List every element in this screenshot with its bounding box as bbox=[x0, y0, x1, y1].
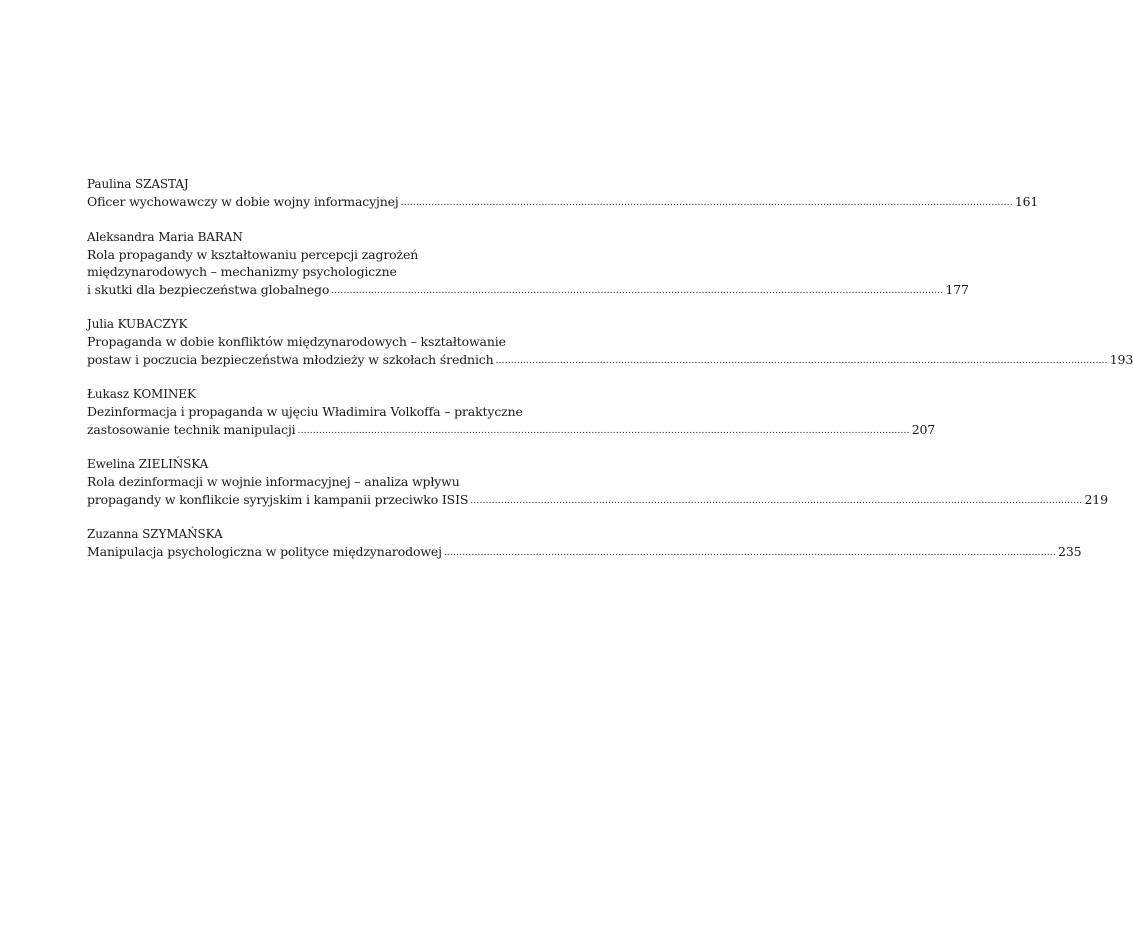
entry-title-last-line bbox=[87, 543, 1082, 564]
entry-title-text: zastosowanie technik manipulacji bbox=[87, 421, 296, 437]
entry-author: Aleksandra Maria BARAN bbox=[87, 229, 243, 244]
dot-leader: ........................................................................................................................................................................................................ bbox=[470, 495, 1083, 506]
dot-leader: ........................................................................................................................................................................................................ bbox=[297, 425, 910, 436]
entry-page-number: 235 bbox=[1058, 544, 1082, 559]
entry-title-text: propagandy w konflikcie syryjskim i kampanii przeciwko ISIS bbox=[87, 491, 469, 507]
entry-title-text: postaw i poczucia bezpieczeństwa młodzieży w szkołach średnich bbox=[87, 351, 494, 367]
entry-title-line: Propaganda w dobie konfliktów międzynarodowych – kształtowanie bbox=[87, 334, 506, 349]
entry-page-number: 207 bbox=[911, 421, 936, 437]
entry-title-text: Manipulacja psychologiczna w polityce międzynarodowej bbox=[87, 544, 442, 559]
entry-page-number: 193 bbox=[1109, 351, 1133, 367]
dot-leader: ........................................................................................................................................................................................................ bbox=[331, 285, 944, 296]
entry-page-number: 219 bbox=[1084, 491, 1108, 507]
entry-page-number: 177 bbox=[945, 281, 969, 297]
entry-author: Łukasz KOMINEK bbox=[87, 387, 196, 401]
entry-title-text: Oficer wychowawczy w dobie wojny informacyjnej bbox=[87, 194, 399, 209]
entry-title-text: i skutki dla bezpieczeństwa globalnego bbox=[87, 281, 330, 297]
entry-title-line: międzynarodowych – mechanizmy psychologiczne bbox=[87, 264, 397, 279]
toc-entry bbox=[87, 229, 969, 302]
entry-title-last-line bbox=[87, 193, 1039, 214]
entry-title-last-line bbox=[87, 421, 936, 442]
entry-author: Julia KUBACZYK bbox=[87, 317, 188, 331]
entry-author: Ewelina ZIELIŃSKA bbox=[87, 457, 209, 471]
toc-entry bbox=[87, 316, 1133, 371]
entry-title-line: Rola propagandy w kształtowaniu percepcji zagrożeń bbox=[87, 246, 419, 262]
entry-page-number: 161 bbox=[1014, 194, 1039, 209]
toc-entry bbox=[87, 386, 936, 441]
entry-title-line: Rola dezinformacji w wojnie informacyjnej – analiza wpływu bbox=[87, 474, 460, 489]
entry-title-line: Dezinformacja i propaganda w ujęciu Władimira Volkoffa – praktyczne bbox=[87, 404, 523, 419]
toc-entry bbox=[87, 526, 1082, 564]
entry-author: Zuzanna SZYMAŃSKA bbox=[87, 527, 223, 541]
toc-entry bbox=[87, 176, 1039, 214]
entry-title-last-line bbox=[87, 491, 1108, 512]
toc-entry bbox=[87, 456, 1108, 511]
dot-leader: ........................................................................................................................................................................................................ bbox=[400, 198, 1013, 208]
table-of-contents bbox=[87, 176, 1133, 579]
entry-author: Paulina SZASTAJ bbox=[87, 177, 189, 191]
entry-title-last-line bbox=[87, 281, 969, 302]
entry-title-last-line bbox=[87, 351, 1133, 372]
dot-leader: ........................................................................................................................................................................................................ bbox=[495, 355, 1108, 366]
dot-leader: ........................................................................................................................................................................................................ bbox=[443, 548, 1057, 558]
